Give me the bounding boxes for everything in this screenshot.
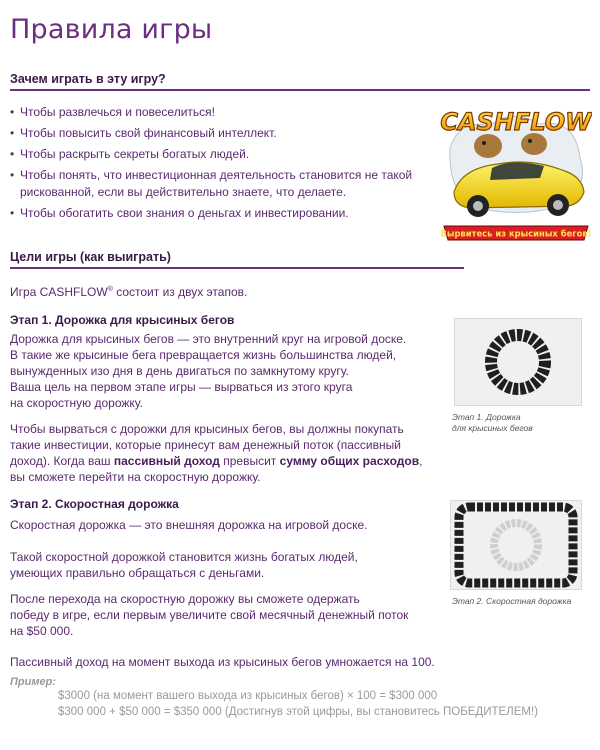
stage2-paragraph-2: Такой скоростной дорожкой становится жизнь богатых людей, умеющих правильно обращаться с деньгами. [10,550,358,580]
logo-ribbon: Вырвитесь из крысиных бегов! [440,228,592,239]
stage1-heading: Этап 1. Дорожка для крысиных бегов [10,313,235,327]
bullet-icon: • [10,126,15,140]
goals-intro: Игра CASHFLOW® состоит из двух этапов. [10,285,248,299]
cashflow-logo [440,88,592,242]
page-title: Правила игры [10,14,213,45]
bullet-icon: • [10,168,15,182]
example-line-2: $300 000 + $50 000 = $350 000 (Достигнув этой цифры, вы становитесь ПОБЕДИТЕЛЕМ!) [58,706,538,718]
multiplier-text: Пассивный доход на момент выхода из крысиных бегов умножается на 100. [10,655,435,669]
stage2-paragraph-1: Скоростная дорожка — это внешняя дорожка на игровой доске. [10,518,368,532]
stage1-paragraph: Дорожка для крысиных бегов — это внутренний круг на игровой доске. В такие же крысиные бега превращается жизнь большинства людей, вынужденных изо дня в день двигаться по замкнутому кругу. Ваша цель на первом этапе игры — вырваться из этого круга на скоростную дорожку. [10,332,407,410]
list-item: • Чтобы обогатить свои знания о деньгах и инвестировании. [10,206,349,220]
list-item: • Чтобы повысить свой финансовый интеллект. [10,126,277,140]
stage2-caption: Этап 2. Скоростная дорожка [452,596,572,606]
fast-track-ring [451,501,581,589]
goals-divider [10,267,464,269]
logo-title: CASHFLOW [440,108,592,136]
bullet-icon: • [10,206,15,220]
stage2-board-image [450,500,582,590]
bullet-icon: • [10,147,15,161]
stage1-caption: Этап 1. Дорожка для крысиных бегов [452,412,533,433]
why-bullet-list [10,104,430,226]
list-item: • Чтобы раскрыть секреты богатых людей. [10,147,250,161]
stage2-heading: Этап 2. Скоростная дорожка [10,497,179,511]
goals-heading: Цели игры (как выиграть) [10,250,171,264]
stage1-paragraph-2: Чтобы вырваться с дорожки для крысиных бегов, вы должны покупать такие инвестиции, которые принесут вам денежный поток (пассивный доход). Когда ваш пассивный доход превысит сумму общих расходов, вы сможете перейти на скоростную дорожку. [10,422,423,484]
stage1-board-image [454,318,582,406]
list-item: • Чтобы развлечься и повеселиться! [10,105,215,119]
why-heading: Зачем играть в эту игру? [10,72,166,86]
list-item: • Чтобы понять, что инвестиционная деятельность становится не такой рискованной, если вы действительно знаете, что делаете. [10,168,413,199]
example-label: Пример: [10,676,56,688]
stage2-paragraph-3: После перехода на скоростную дорожку вы сможете одержать победу в игре, если первым увеличите свой месячный денежный поток на $50 000. [10,592,409,638]
bullet-icon: • [10,105,15,119]
rat-race-ring [455,319,581,405]
example-line-1: $3000 (на момент вашего выхода из крысиных бегов) × 100 = $300 000 [58,690,438,702]
